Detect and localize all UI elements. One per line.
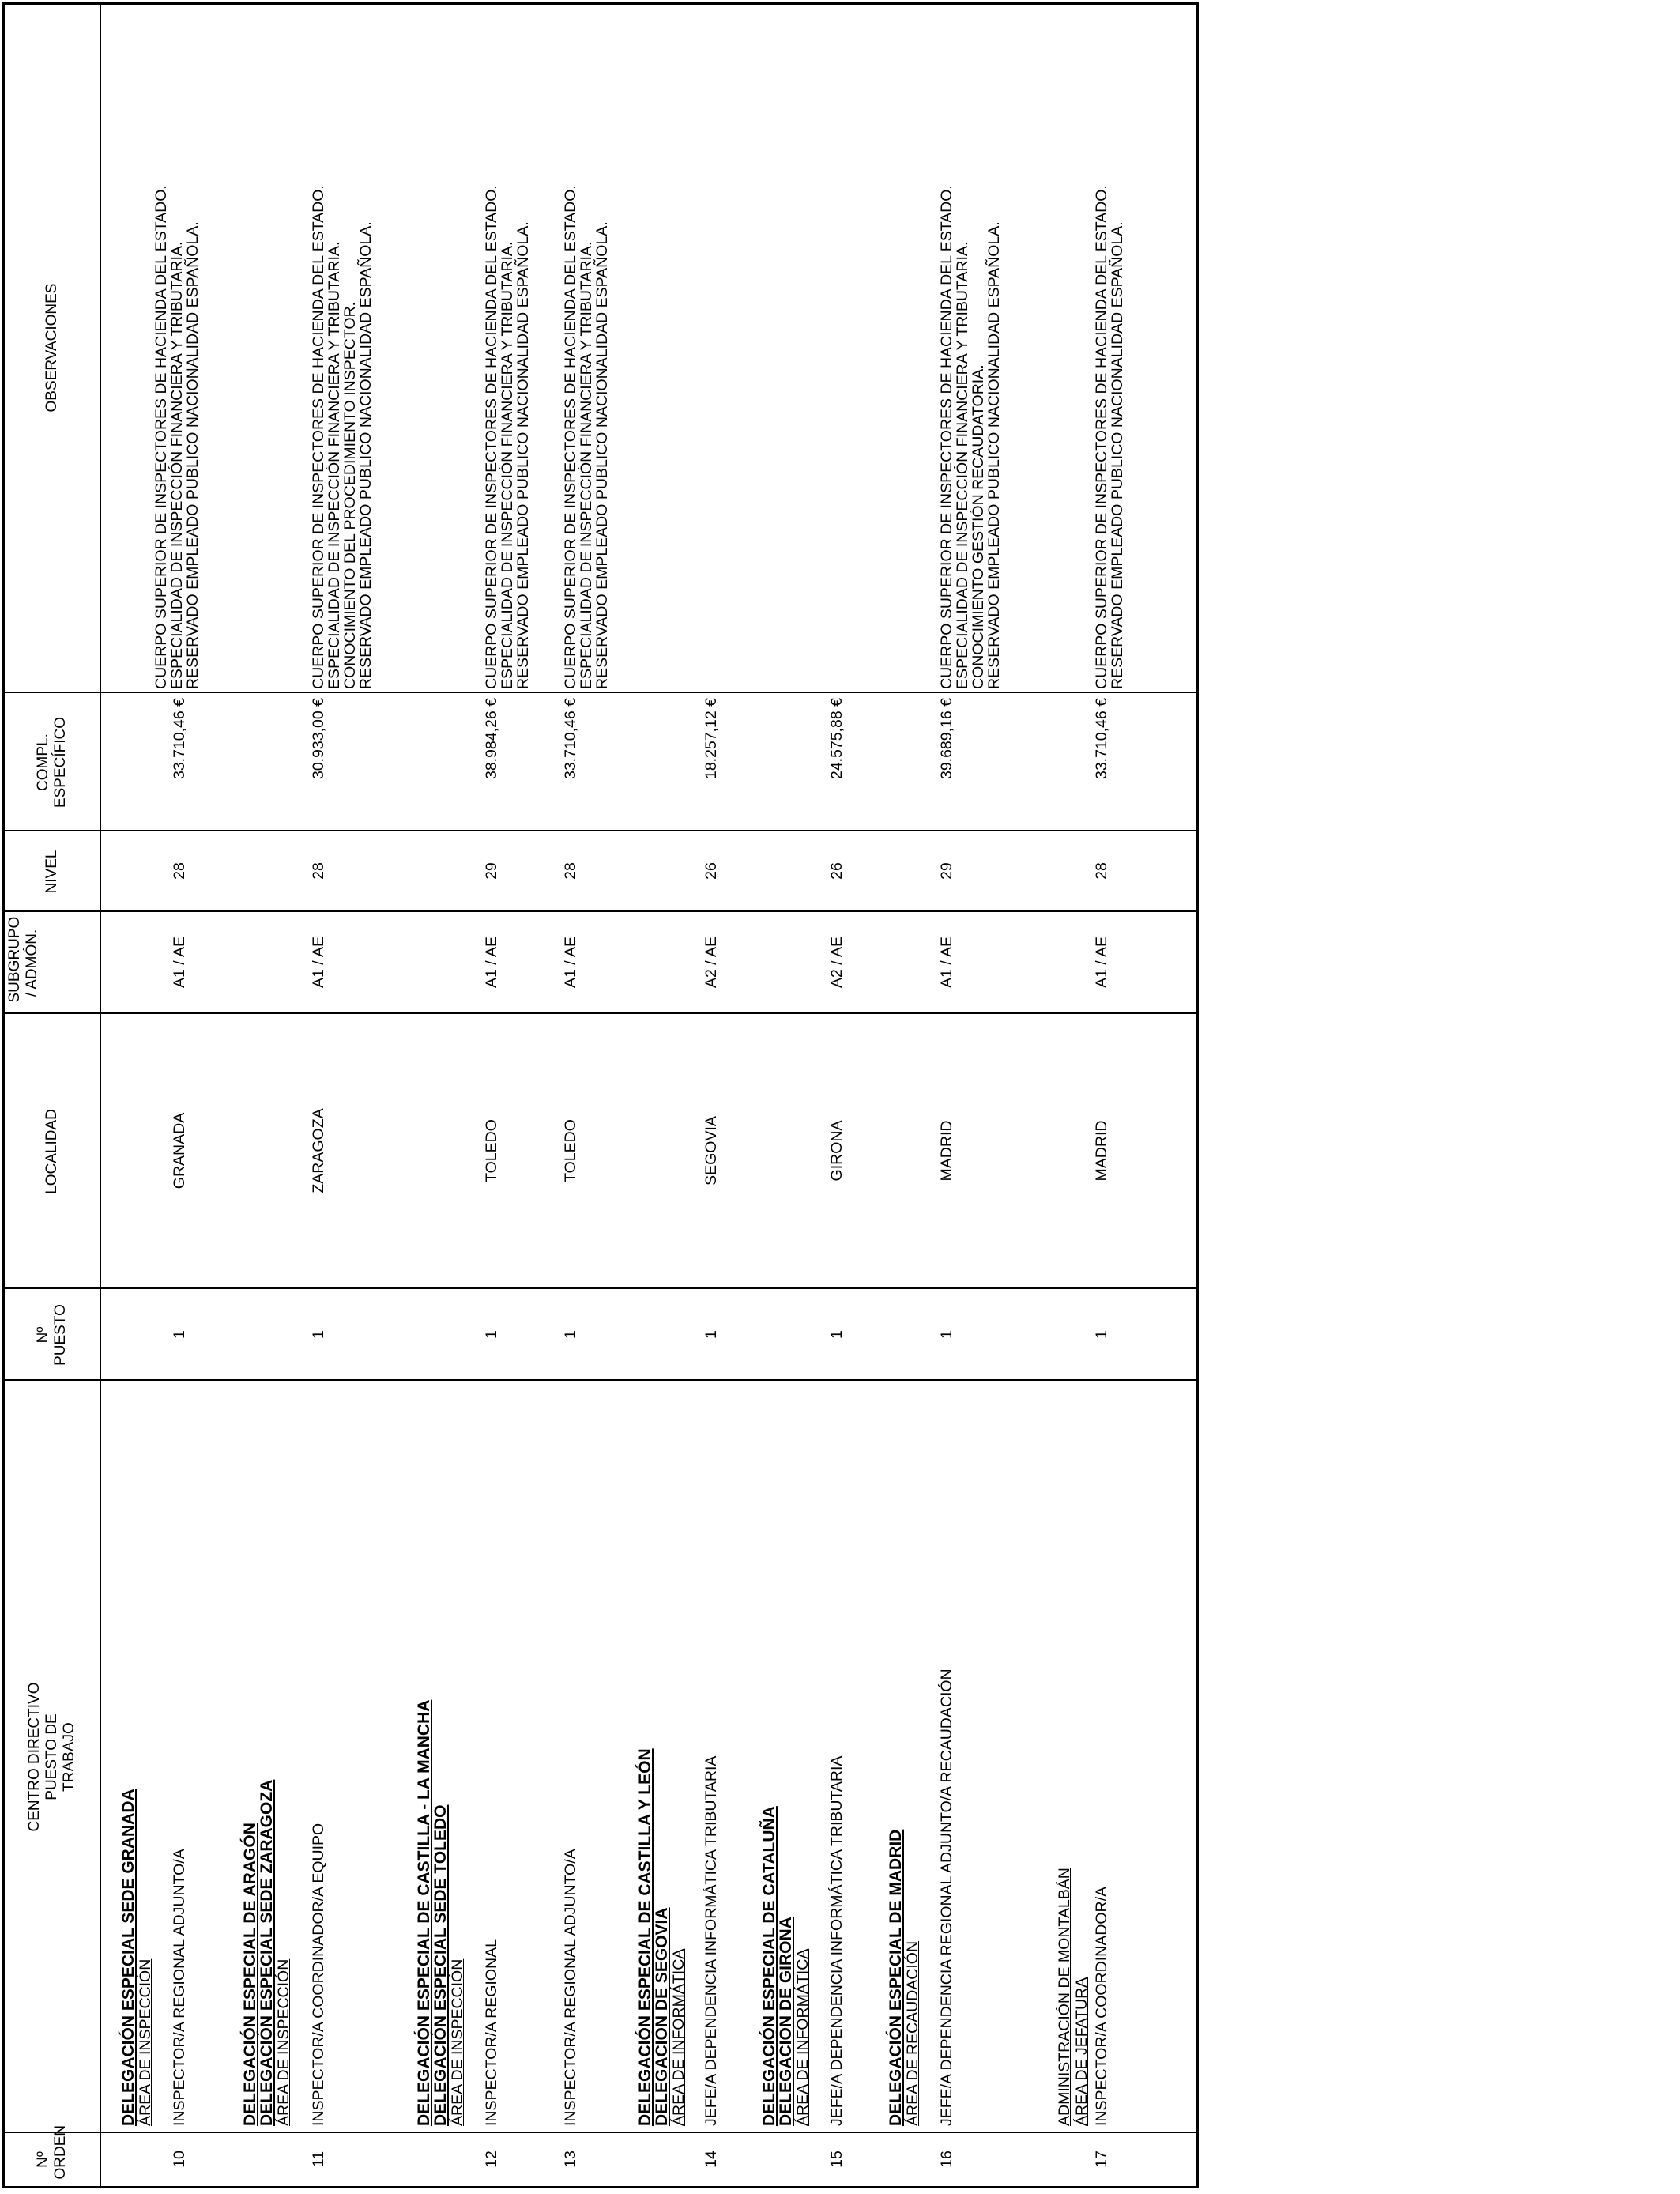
subgrupo: A1 / AE <box>1093 936 1110 989</box>
section-heading: DELEGACIÓN ESPECIAL SEDE TOLEDO <box>431 1804 450 2126</box>
section-heading: DELEGACIÓN ESPECIAL DE CATALUÑA <box>760 1806 778 2126</box>
area-label: ÁREA DE INSPECCIÓN <box>275 1958 292 2126</box>
area-label: ÁREA DE RECAUDACIÓN <box>904 1940 921 2126</box>
observaciones: CUERPO SUPERIOR DE INSPECTORES DE HACIENDA DEL ESTADO. ESPECIALIDAD DE INSPECCIÓN FINANCIERA Y TRIBUTARIA. RESERVADO EMPLEADO PUBLICO NACIONALIDAD ESPAÑOLA. <box>153 185 202 689</box>
compl-especifico: 33.710,46 € <box>171 698 188 780</box>
observaciones: CUERPO SUPERIOR DE INSPECTORES DE HACIENDA DEL ESTADO. ESPECIALIDAD DE INSPECCIÓN FINANCIERA Y TRIBUTARIA. RESERVADO EMPLEADO PUBLICO NACIONALIDAD ESPAÑOLA. <box>562 185 611 689</box>
num-puesto: 1 <box>310 1330 327 1339</box>
puesto-name: INSPECTOR/A REGIONAL ADJUNTO/A <box>171 1849 188 2126</box>
section-heading: DELEGACIÓN ESPECIAL DE MADRID <box>887 1829 905 2126</box>
num-puesto: 1 <box>703 1330 720 1339</box>
header-nivel: NIVEL <box>43 850 60 894</box>
column-divider <box>5 2132 1196 2133</box>
orden-number: 10 <box>171 2151 188 2168</box>
subgrupo: A1 / AE <box>171 936 188 989</box>
compl-especifico: 38.984,26 € <box>483 698 500 780</box>
section-heading: DELEGACIÓN ESPECIAL SEDE ZARAGOZA <box>258 1779 276 2126</box>
column-divider <box>5 1287 1196 1289</box>
compl-especifico: 24.575,88 € <box>828 698 846 780</box>
puesto-name: INSPECTOR/A REGIONAL <box>483 1939 500 2126</box>
puesto-name: INSPECTOR/A COORDINADOR/A <box>1093 1886 1110 2126</box>
header-compl-especifico: COMPL. ESPECÍFICO <box>35 716 69 809</box>
header-separator <box>100 5 101 2186</box>
localidad: SEGOVIA <box>703 1116 720 1186</box>
positions-table <box>2 2 1199 2188</box>
puesto-name: INSPECTOR/A REGIONAL ADJUNTO/A <box>562 1849 579 2126</box>
puesto-name: JEFE/A DEPENDENCIA REGIONAL ADJUNTO/A RECAUDACIÓN <box>938 1668 955 2126</box>
compl-especifico: 33.710,46 € <box>1093 698 1110 780</box>
area-label: ÁREA DE JEFATURA <box>1073 1977 1090 2126</box>
section-heading: DELEGACIÓN ESPECIAL DE CASTILLA - LA MANCHA <box>415 1699 433 2126</box>
num-puesto: 1 <box>828 1330 846 1339</box>
header-centro-puesto: CENTRO DIRECTIVO PUESTO DE TRABAJO <box>26 1682 77 1832</box>
localidad: MADRID <box>1093 1120 1110 1182</box>
orden-number: 16 <box>938 2151 955 2168</box>
compl-especifico: 33.710,46 € <box>562 698 579 780</box>
orden-number: 15 <box>828 2151 846 2168</box>
compl-especifico: 18.257,12 € <box>703 698 720 780</box>
localidad: MADRID <box>938 1120 955 1182</box>
orden-number: 14 <box>703 2151 720 2168</box>
subgrupo: A2 / AE <box>828 936 846 989</box>
num-puesto: 1 <box>171 1330 188 1339</box>
num-puesto: 1 <box>938 1330 955 1339</box>
orden-number: 13 <box>562 2151 579 2168</box>
nivel: 28 <box>310 862 327 880</box>
subgrupo: A1 / AE <box>310 936 327 989</box>
localidad: ZARAGOZA <box>310 1108 327 1193</box>
orden-number: 12 <box>483 2151 500 2168</box>
compl-especifico: 39.689,16 € <box>938 698 955 780</box>
subgrupo: A1 / AE <box>562 936 579 989</box>
nivel: 29 <box>483 862 500 880</box>
nivel: 28 <box>171 862 188 880</box>
header-localidad: LOCALIDAD <box>43 1109 60 1194</box>
puesto-name: INSPECTOR/A COORDINADOR/A EQUIPO <box>310 1823 327 2126</box>
header-orden: Nº ORDEN <box>35 2124 69 2180</box>
column-divider <box>5 1379 1196 1381</box>
observaciones: CUERPO SUPERIOR DE INSPECTORES DE HACIENDA DEL ESTADO. ESPECIALIDAD DE INSPECCIÓN FINANCIERA Y TRIBUTARIA. RESERVADO EMPLEADO PUBLICO NACIONALIDAD ESPAÑOLA. <box>483 185 532 689</box>
area-label: ÁREA DE INSPECCIÓN <box>137 1958 154 2126</box>
section-heading: ADMINISTRACIÓN DE MONTALBÁN <box>1056 1868 1073 2126</box>
compl-especifico: 30.933,00 € <box>310 698 327 780</box>
puesto-name: JEFE/A DEPENDENCIA INFORMÁTICA TRIBUTARIA <box>828 1755 846 2126</box>
subgrupo: A2 / AE <box>703 936 720 989</box>
num-puesto: 1 <box>1093 1330 1110 1339</box>
observaciones: CUERPO SUPERIOR DE INSPECTORES DE HACIENDA DEL ESTADO. RESERVADO EMPLEADO PUBLICO NACIONALIDAD ESPAÑOLA. <box>1093 185 1126 689</box>
orden-number: 11 <box>310 2151 327 2168</box>
column-divider <box>5 692 1196 693</box>
section-heading: DELEGACIÓN ESPECIAL SEDE GRANADA <box>119 1789 137 2126</box>
section-heading: DELEGACIÓN ESPECIAL DE ARAGÓN <box>241 1823 259 2126</box>
section-heading: DELEGACIÓN DE GIRONA <box>777 1917 795 2126</box>
nivel: 26 <box>828 862 846 880</box>
localidad: GIRONA <box>828 1120 846 1182</box>
section-heading: DELEGACIÓN DE SEGOVIA <box>653 1907 671 2126</box>
nivel: 29 <box>938 862 955 880</box>
area-label: ÁREA DE INFORMÁTICA <box>670 1948 687 2126</box>
localidad: GRANADA <box>171 1112 188 1189</box>
localidad: TOLEDO <box>483 1119 500 1182</box>
header-observaciones: OBSERVACIONES <box>43 283 60 413</box>
num-puesto: 1 <box>562 1330 579 1339</box>
area-label: ÁREA DE INFORMÁTICA <box>794 1948 812 2126</box>
section-heading: DELEGACIÓN ESPECIAL DE CASTILLA Y LEÓN <box>636 1748 654 2126</box>
nivel: 26 <box>703 862 720 880</box>
nivel: 28 <box>562 862 579 880</box>
header-subgrupo: SUBGRUPO / ADMÓN. <box>6 916 40 1003</box>
num-puesto: 1 <box>483 1330 500 1339</box>
nivel: 28 <box>1093 862 1110 880</box>
header-num-puesto: Nº PUESTO <box>35 1304 69 1366</box>
localidad: TOLEDO <box>562 1119 579 1182</box>
orden-number: 17 <box>1093 2151 1110 2168</box>
puesto-name: JEFE/A DEPENDENCIA INFORMÁTICA TRIBUTARIA <box>703 1755 720 2126</box>
area-label: ÁREA DE INSPECCIÓN <box>449 1958 466 2126</box>
subgrupo: A1 / AE <box>483 936 500 989</box>
observaciones: CUERPO SUPERIOR DE INSPECTORES DE HACIENDA DEL ESTADO. ESPECIALIDAD DE INSPECCIÓN FINANCIERA Y TRIBUTARIA. CONOCIMIENTO DEL PROCEDIMIENTO INSPECTOR. RESERVADO EMPLEADO PUBLICO NACIONALIDAD ESPAÑOLA. <box>310 185 375 689</box>
subgrupo: A1 / AE <box>938 936 955 989</box>
observaciones: CUERPO SUPERIOR DE INSPECTORES DE HACIENDA DEL ESTADO. ESPECIALIDAD DE INSPECCIÓN FINANCIERA Y TRIBUTARIA. CONOCIMIENTO GESTIÓN RECAUDATORIA. RESERVADO EMPLEADO PUBLICO NACIONALIDAD ESPAÑOLA. <box>938 185 1003 689</box>
